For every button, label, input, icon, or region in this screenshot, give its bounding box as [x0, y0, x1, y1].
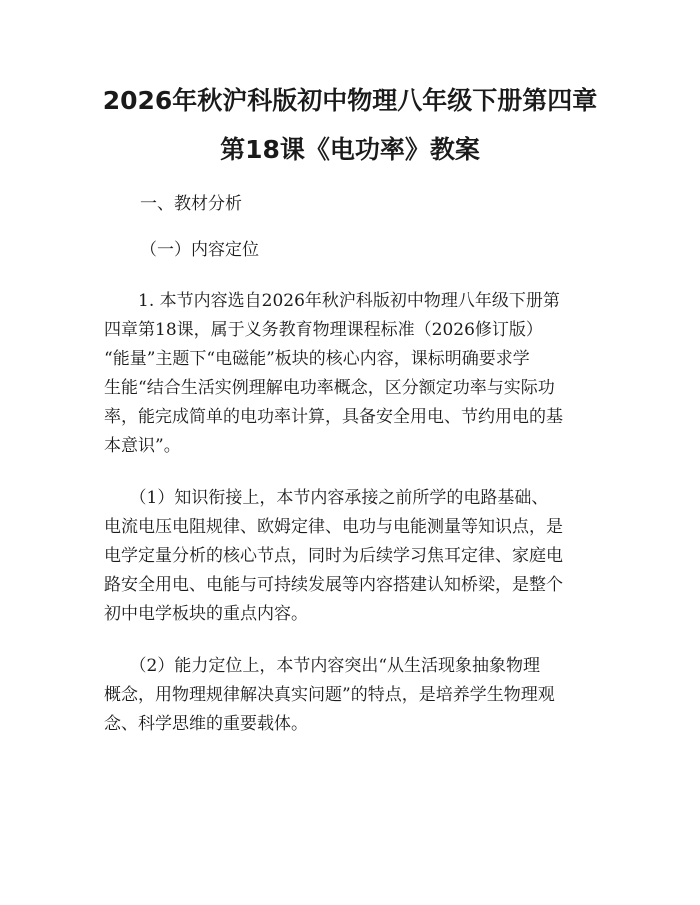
- paragraph-line: （2）能力定位上，本节内容突出“从生活现象抽象物理: [104, 656, 541, 676]
- section-heading-2: （一）内容定位: [140, 240, 259, 260]
- paragraph-line: 电流电压电阻规律、欧姆定律、电功与电能测量等知识点，是: [104, 517, 563, 537]
- paragraph-line: 四章第18课，属于义务教育物理课程标准（2026修订版）: [104, 320, 543, 340]
- paragraph-line: 电学定量分析的核心节点，同时为后续学习焦耳定律、家庭电: [104, 546, 563, 566]
- paragraph-line: 1. 本节内容选自2026年秋沪科版初中物理八年级下册第: [104, 291, 560, 311]
- paragraph-line: 路安全用电、电能与可持续发展等内容搭建认知桥梁，是整个: [104, 575, 563, 595]
- paragraph-line: “能量”主题下“电磁能”板块的核心内容，课标明确要求学: [104, 349, 530, 369]
- title-line-2: 第18课《电功率》教案: [220, 135, 480, 164]
- paragraph-line: （1）知识衔接上，本节内容承接之前所学的电路基础、: [104, 488, 549, 508]
- paragraph-line: 率，能完成简单的电功率计算，具备安全用电、节约用电的基: [104, 407, 563, 427]
- section-heading-1: 一、教材分析: [140, 194, 242, 214]
- paragraph-line: 本意识”。: [104, 436, 181, 456]
- paragraph-line: 初中电学板块的重点内容。: [104, 604, 308, 624]
- paragraph-line: 念、科学思维的重要载体。: [104, 714, 308, 734]
- paragraph-line: 生能“结合生活实例理解电功率概念，区分额定功率与实际功: [104, 378, 555, 398]
- paragraph-line: 概念，用物理规律解决真实问题”的特点，是培养学生物理观: [104, 685, 555, 705]
- title-line-1: 2026年秋沪科版初中物理八年级下册第四章: [102, 86, 598, 115]
